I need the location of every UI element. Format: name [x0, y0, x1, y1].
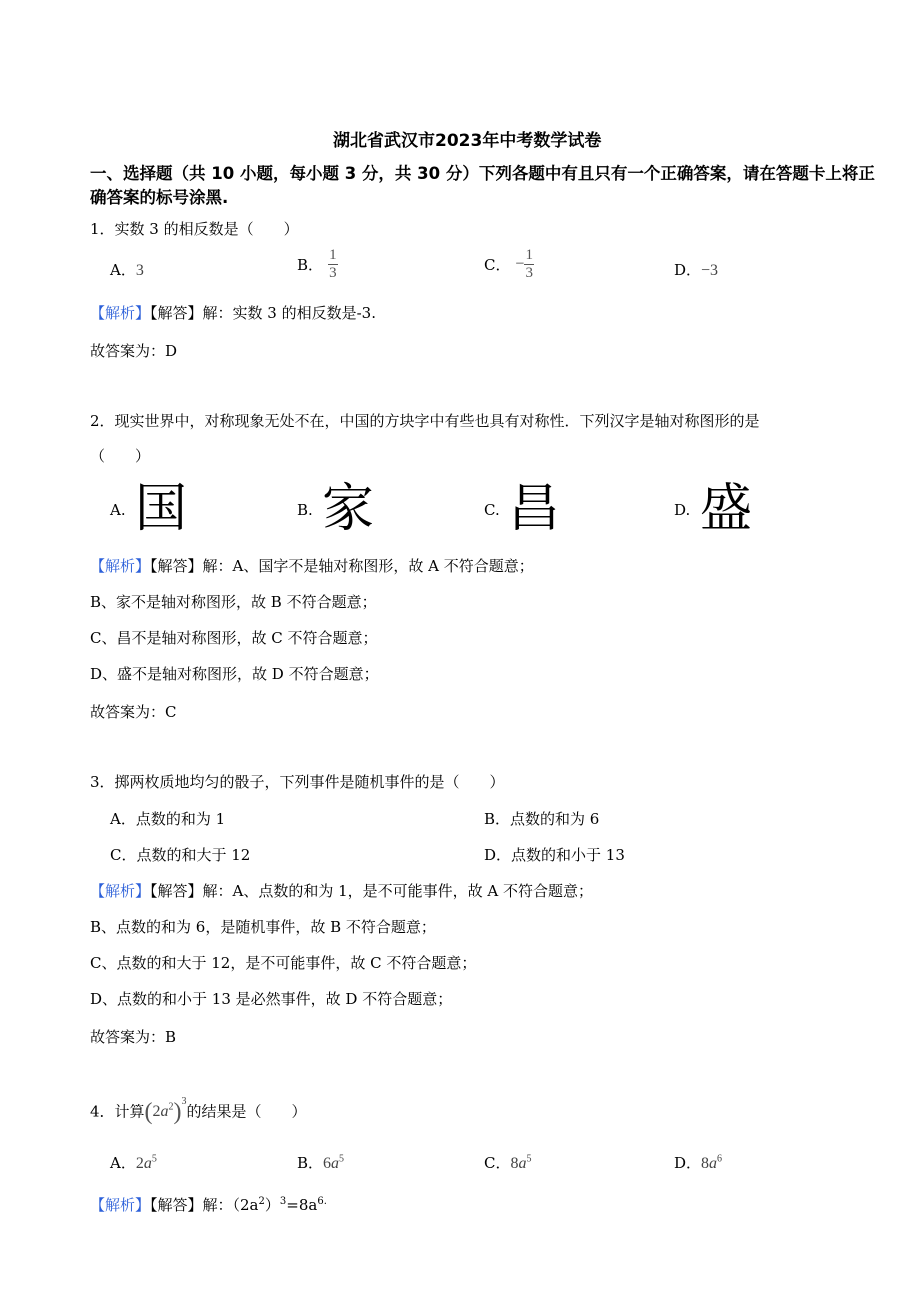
q4-analysis: 【解析】【解答】解：$(2a^2)^3=8a^{6.}$ — [90, 1196, 327, 1214]
q2-option-c-label: C. — [484, 501, 500, 519]
q2-analysis-1: 【解析】【解答】解：A、国字不是轴对称图形，故 A 不符合题意； — [90, 557, 534, 575]
q1-stem: 1．实数 3 的相反数是（ ） — [90, 220, 299, 238]
q4-option-c: C．$8a^5$ — [484, 1153, 532, 1172]
q2-option-b-character: 家 — [322, 479, 375, 539]
q2-analysis-4: D、盛不是轴对称图形，故 D 不符合题意； — [90, 665, 379, 683]
q3-analysis-2: B、点数的和为 6，是随机事件，故 B 不符合题意； — [90, 918, 436, 936]
q3-option-d: D．点数的和小于 13 — [484, 846, 625, 864]
q3-analysis-1: 【解析】【解答】解：A、点数的和为 1，是不可能事件，故 A 不符合题意； — [90, 882, 594, 900]
q1-analysis: 【解析】【解答】解：实数 3 的相反数是-3. — [90, 304, 376, 322]
q2-option-b-label: B. — [297, 501, 313, 519]
q2-option-d-character: 盛 — [700, 479, 753, 539]
analysis-tag: 【解析】 — [90, 882, 151, 900]
q2-option-c-character: 昌 — [508, 479, 561, 539]
q2-option-a-label: A. — [110, 501, 126, 519]
q3-analysis-3: C、点数的和大于 12，是不可能事件，故 C 不符合题意； — [90, 954, 477, 972]
q2-analysis-2: B、家不是轴对称图形，故 B 不符合题意； — [90, 593, 377, 611]
q2-stem-line2: （ ） — [90, 447, 151, 465]
q3-answer: 故答案为：B — [90, 1028, 177, 1046]
q2-option-d-label: D. — [674, 501, 691, 519]
analysis-tag: 【解析】 — [90, 304, 151, 322]
analysis-tag: 【解析】 — [90, 557, 151, 575]
q1-option-b: B． $\frac{1}{3}$ — [297, 247, 337, 281]
section-header: 一、选择题（共 10 小题，每小题 3 分，共 30 分）下列各题中有且只有一个正确答案，请在答题卡上将正确答案的标号涂黑. — [90, 164, 875, 207]
q3-option-a: A．点数的和为 1 — [110, 810, 226, 828]
q4-stem: 4．计算$(2a^2)^3$的结果是（ ） — [90, 1096, 307, 1125]
q3-option-b: B．点数的和为 6 — [484, 810, 600, 828]
q3-stem: 3．掷两枚质地均匀的骰子，下列事件是随机事件的是（ ） — [90, 773, 505, 791]
fraction-one-third: $\frac{1}{3}$ — [525, 247, 534, 281]
fraction-one-third: $\frac{1}{3}$ — [329, 247, 337, 281]
q1-option-c: C． − $\frac{1}{3}$ — [484, 247, 534, 281]
q4-option-a: A．$2a^5$ — [110, 1153, 157, 1172]
q4-option-b: B．$6a^5$ — [297, 1153, 345, 1172]
q1-answer: 故答案为：D — [90, 342, 178, 360]
q2-stem-line1: 2．现实世界中，对称现象无处不在，中国的方块字中有些也具有对称性．下列汉字是轴对称图形的是 — [90, 412, 760, 430]
q4-expression: $(2a^2)^3$ — [144, 1096, 187, 1125]
page-title: 湖北省武汉市2023年中考数学试卷 — [333, 131, 602, 151]
q2-analysis-3: C、昌不是轴对称图形，故 C 不符合题意； — [90, 629, 378, 647]
q2-answer: 故答案为：C — [90, 703, 177, 721]
q3-analysis-4: D、点数的和小于 13 是必然事件，故 D 不符合题意； — [90, 990, 453, 1008]
q3-option-c: C．点数的和大于 12 — [110, 846, 251, 864]
q1-option-a: A．3 — [110, 261, 144, 279]
q4-option-d: D．$8a^6$ — [674, 1153, 723, 1172]
q1-option-d: D．−3 — [674, 261, 719, 279]
analysis-tag: 【解析】 — [90, 1196, 151, 1214]
q2-option-a-character: 国 — [135, 479, 188, 539]
